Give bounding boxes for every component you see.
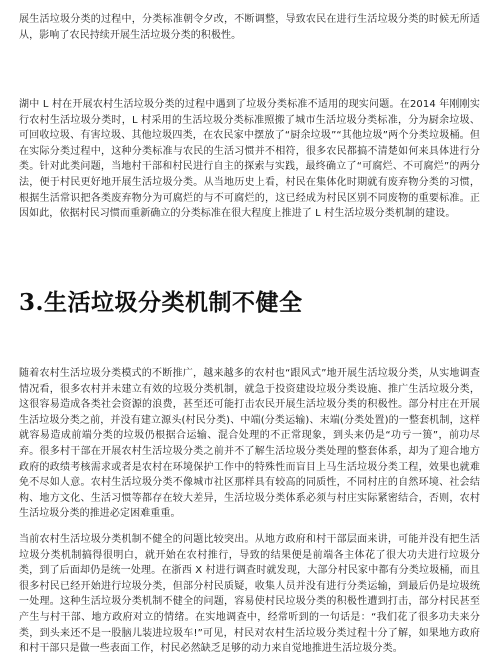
section-heading: 3.生活垃圾分类机制不健全 <box>19 289 303 316</box>
paragraph-4: 当前农村生活垃圾分类机制不健全的问题比较突出。从地方政府和村干部层面来讲，可能并没有把生活垃圾分类机制搞得很明白，就开始在农村推行，导致的结果便是前端各主体花了很大功夫进行垃圾分类，到了后面却仍是统一处理。在浙西 X 村进行调查时就发现，大部分村民家中都有分类垃圾桶，而且很多村民已经开始进行垃圾分类，但部分村民质疑，收集人员并没有进行分类运输，到最后仍是垃圾统一处理。这种生活垃圾分类机制不健全的问题，容易使村民垃圾分类的积极性遭到打击，部分村民甚至产生与村干部、地方政府对立的情绪。在实地调查中，经常听到的一句话是：“我们花了很多功夫来分类，到头来还不是一股脑儿装进垃圾车!”可见，村民对农村生活垃圾分类过程十分了解，如果地方政府和村干部只是做一些表面工作，村民必然缺乏足够的动力来自觉地推进生活垃圾分类。 <box>19 534 480 655</box>
paragraph-1: 展生活垃圾分类的过程中，分类标准朝令夕改，不断调整，导致农民在进行生活垃圾分类的时候无所适从，影响了农民持续开展生活垃圾分类的积极性。 <box>19 14 480 41</box>
paragraph-3: 随着农村生活垃圾分类模式的不断推广，越来越多的农村也“跟风式”地开展生活垃圾分类，从实地调查情况看，很多农村并未建立有效的垃圾分类机制，就急于投资建设垃圾分类设施、推广生活垃圾分类，这很容易造成各类社会资源的浪费，甚至还可能打击农民开展生活垃圾分类的积极性。部分村庄在开展生活垃圾分类之前，并没有建立源头(村民分类)、中端(分类运输)、末端(分类处置)的一整套机制，这样就容易造成前端分类的垃圾仍根据合运输、混合处理的不正常现象，到头来仍是“功亏一篑”，前功尽弃。很多村干部在开展农村生活垃圾分类之前并不了解生活垃圾分类处理的整套体系，却为了迎合地方政府的政绩考核需求或者是农村在环境保护工作中的特殊性而盲目上马生活垃圾分类工程，效果也就难免不尽如人意。农村生活垃圾分类不像城市社区那样具有较高的同质性，不同村庄的自然环境、社会结构、地方文化、生活习惯等都存在较大差异，生活垃圾分类体系必须与村庄实际紧密结合，否则，农村生活垃圾分类的推进必定困难重重。 <box>19 368 480 520</box>
paragraph-2: 湖中 L 村在开展农村生活垃圾分类的过程中遇到了垃圾分类标准不适用的现实问题。在2014 年刚刚实行农村生活垃圾分类时，L 村采用的生活垃圾分类标准照搬了城市生活垃圾分类标准，分为厨余垃圾、可回收垃圾、有害垃圾、其他垃圾四类，在农民家中摆放了“厨余垃圾”“其他垃圾”两个分类垃圾桶。但在实际分类过程中，这种分类标准与农民的生活习惯并不相符，很多农民都搞不清楚如何来具体进行分类。针对此类问题，当地村干部和村民进行自主的探索与实践，最终确立了“可腐烂、不可腐烂”的两分法，便于村民更好地开展生活垃圾分类。从当地历史上看，村民在集体化时期就有废弃物分类的习惯，根据生活常识把各类废弃物分为可腐烂的与不可腐烂的，这已经成为村民区别不同废物的重要标准。正因如此，依据村民习惯而重新确立的分类标准在很大程度上推进了 L 村生活垃圾分类机制的建设。 <box>19 99 480 220</box>
